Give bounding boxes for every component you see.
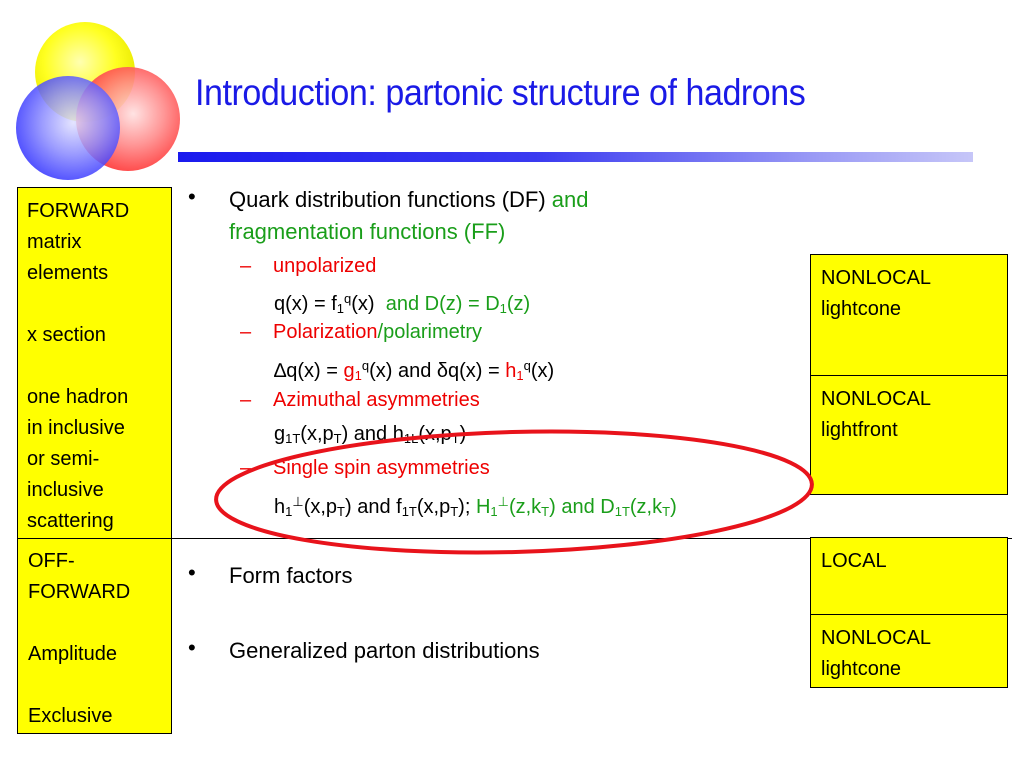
bullet-icon: •	[188, 184, 196, 209]
formula-part: (z,k	[629, 496, 663, 518]
forward-box-line: or semi-	[27, 448, 100, 470]
formula-part: H	[475, 496, 491, 518]
formula-part: q(x) = f	[274, 293, 337, 315]
formula-part: 1T	[614, 504, 630, 519]
formula-part: (x,p	[416, 496, 451, 518]
logo-circles	[14, 22, 184, 182]
forward-box-line: elements	[27, 262, 109, 284]
formula-part: (x)	[351, 293, 375, 315]
bullet-text	[229, 184, 589, 248]
formula-polarization	[274, 352, 554, 390]
box-label: lightcone	[821, 658, 902, 680]
formula-part: T	[333, 431, 342, 446]
forward-box-line: x section	[27, 324, 106, 346]
subitem-unpolarized	[240, 252, 376, 280]
box-label: NONLOCAL	[821, 627, 932, 649]
bullet-text: Generalized parton distributions	[229, 638, 540, 663]
dash-icon: –	[240, 457, 252, 479]
box-label: NONLOCAL	[821, 267, 932, 289]
nonlocal-lightcone-box-1	[810, 254, 1008, 376]
formula-part: 1T	[285, 431, 301, 446]
formula-part: 1	[516, 368, 524, 383]
box-label: LOCAL	[821, 550, 887, 572]
nonlocal-lightfront-box	[810, 375, 1008, 495]
bullet-text-part: and	[551, 187, 589, 212]
local-box	[810, 537, 1008, 615]
formula-part: (x) and δq(x) =	[369, 360, 500, 382]
formula-part: T	[337, 504, 345, 519]
formula-part: T	[451, 431, 460, 446]
dash-icon: –	[240, 389, 252, 411]
formula-part: )	[670, 496, 677, 518]
formula-part: (x)	[530, 360, 555, 382]
formula-part: (x,p	[300, 423, 334, 445]
formula-part: T	[450, 504, 459, 519]
forward-box-content	[27, 196, 129, 537]
formula-part: )	[459, 423, 467, 445]
subitem-azimuthal	[240, 386, 480, 414]
formula-part: q	[361, 358, 370, 373]
formula-part: g	[343, 360, 355, 382]
title-underline-bar	[178, 152, 973, 162]
off-forward-line: Amplitude	[28, 643, 117, 665]
formula-part: 1	[336, 301, 345, 316]
bullet-text: Form factors	[229, 563, 353, 588]
formula-part: 1	[499, 301, 507, 316]
off-forward-line: FORWARD	[28, 581, 131, 603]
formula-part: (x,p	[303, 496, 338, 518]
formula-part: ∆q(x) =	[274, 360, 338, 382]
formula-part: 1T	[401, 504, 417, 519]
bullet-icon: •	[188, 560, 196, 585]
blue-circle	[16, 76, 120, 180]
formula-part: 1	[354, 368, 362, 383]
forward-box-line: inclusive	[27, 479, 104, 501]
off-forward-line: Exclusive	[28, 705, 113, 727]
dash-icon: –	[240, 255, 252, 277]
formula-part: h	[274, 496, 286, 518]
formula-part: 1L	[403, 431, 419, 446]
subitem-label: Azimuthal asymmetries	[273, 389, 480, 411]
formula-part: T	[662, 504, 671, 519]
bullet-text-part: fragmentation functions (FF)	[229, 219, 506, 244]
box-label: lightcone	[821, 298, 902, 320]
formula-part: 1	[490, 504, 498, 519]
forward-box-line: in inclusive	[27, 417, 125, 439]
formula-part: g	[274, 423, 286, 445]
subitem-label: unpolarized	[273, 255, 377, 277]
page-title: Introduction: partonic structure of hadrons	[195, 72, 806, 113]
dash-icon: –	[240, 321, 252, 343]
highlight-ellipse-stroke	[215, 424, 814, 560]
formula-part: ⊥	[497, 494, 509, 509]
formula-part: 1	[285, 504, 293, 519]
subitem-label: /polarimetry	[377, 321, 482, 343]
subitem-label: Polarization	[273, 321, 378, 343]
formula-part: (z)	[506, 293, 531, 315]
forward-box-line: FORWARD	[27, 200, 130, 222]
box-label: NONLOCAL	[821, 388, 932, 410]
formula-part: and D(z) = D	[385, 293, 500, 315]
forward-box-line: scattering	[27, 510, 114, 532]
box-label: lightfront	[821, 419, 898, 441]
formula-part: q	[523, 358, 531, 373]
formula-part: ) and h	[341, 423, 404, 445]
forward-box-line: one hadron	[27, 386, 129, 408]
formula-part: ) and f	[344, 496, 402, 518]
formula-part: ⊥	[292, 494, 304, 509]
bullet-text-part: Quark distribution functions (DF)	[229, 187, 546, 212]
formula-part: );	[458, 496, 471, 518]
bullet-icon: •	[188, 635, 196, 660]
subitem-polarization	[240, 318, 482, 346]
formula-part: (z,k	[508, 496, 542, 518]
formula-part: ) and D	[549, 496, 615, 518]
formula-part: h	[505, 360, 517, 382]
formula-part: q	[344, 291, 352, 306]
off-forward-line: OFF-	[28, 550, 75, 572]
formula-part: (x,p	[418, 423, 452, 445]
nonlocal-lightcone-box-2	[810, 614, 1008, 688]
off-forward-box	[17, 538, 172, 734]
forward-box-line: matrix	[27, 231, 82, 253]
highlight-ellipse	[205, 420, 823, 560]
formula-part: T	[541, 504, 550, 519]
subitem-label: Single spin asymmetries	[273, 457, 490, 479]
